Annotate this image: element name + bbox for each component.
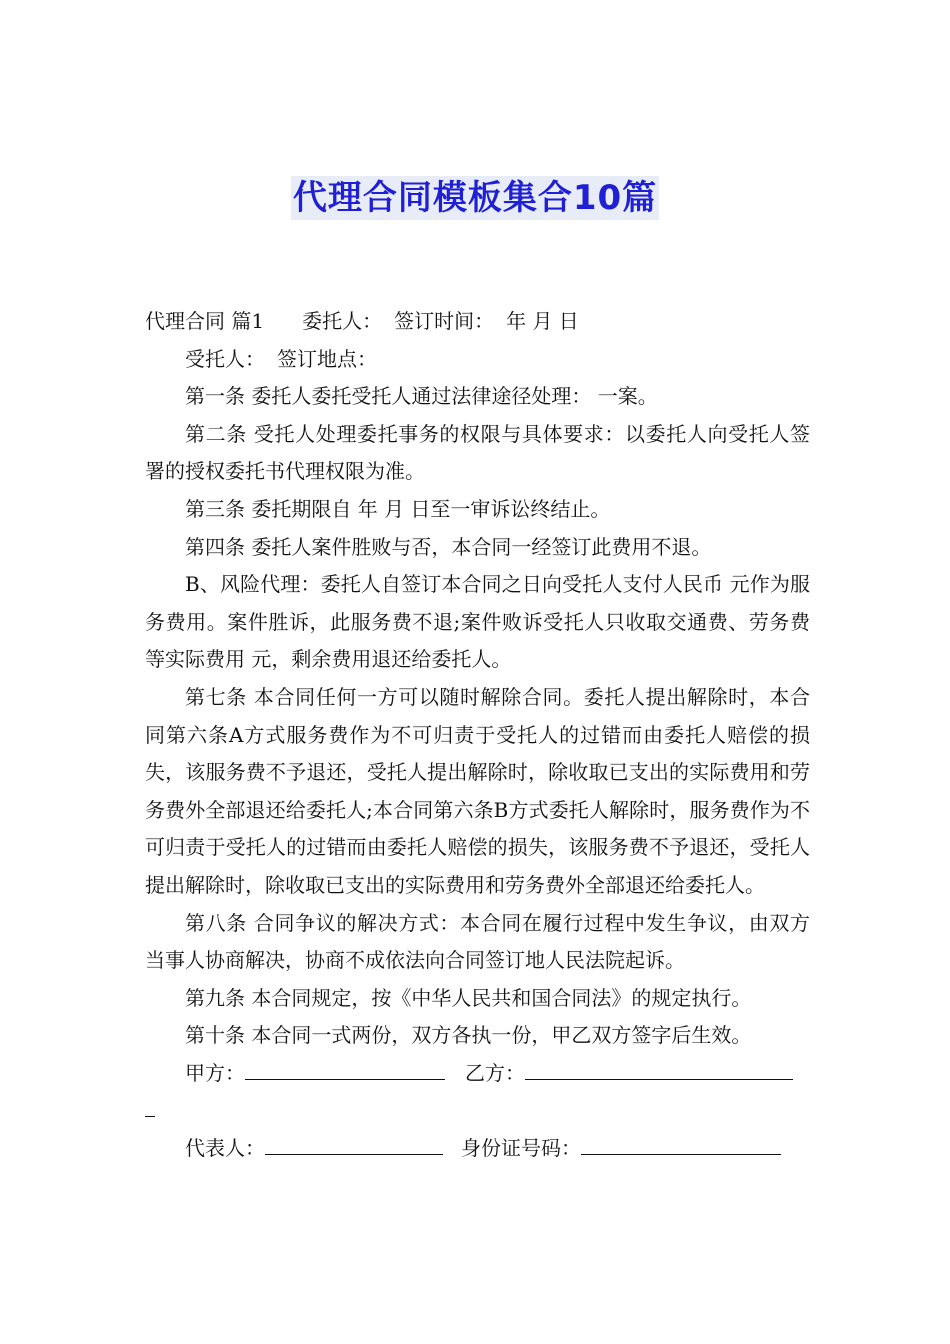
clause-paragraph: 第八条 合同争议的解决方式：本合同在履行过程中发生争议，由双方当事人协商解决，协商不成依法向合同签订地人民法院起诉。: [145, 910, 810, 973]
clause-paragraph: 第四条 委托人案件胜败与否，本合同一经签订此费用不退。: [185, 534, 712, 559]
date-value: 年 月 日: [506, 309, 579, 333]
date-label: 签订时间：: [394, 309, 495, 333]
agent-line: [145, 341, 810, 379]
party-b-blank: [525, 1057, 793, 1080]
agent-label: 受托人：: [185, 346, 265, 371]
id-number-blank: [581, 1132, 781, 1155]
signature-id-line: [145, 1130, 810, 1168]
clause-paragraph: 第七条 本合同任何一方可以随时解除合同。委托人提出解除时，本合同第六条A方式服务费作为不可归责于受托人的过错而由委托人赔偿的损失，该服务费不予退还，受托人提出解除时，除收取已支出的实际费用和劳务费外全部退还给委托人;本合同第六条B方式委托人解除时，服务费作为不可归责于受托人的过错而由委托人赔偿的损失，该服务费不予退还，受托人提出解除时，除收取已支出的实际费用和劳务费外全部退还给委托人。: [145, 684, 810, 897]
party-a-blank: [245, 1057, 445, 1080]
place-label: 签订地点：: [277, 346, 377, 371]
document-title: 代理合同模板集合10篇: [292, 178, 658, 218]
client-label: 委托人：: [302, 309, 383, 333]
party-a-label: 甲方：: [185, 1060, 245, 1085]
representative-blank: [265, 1132, 443, 1155]
wrapped-blank-line: [145, 1092, 810, 1130]
clause-paragraph: B、风险代理：委托人自签订本合同之日向受托人支付人民币 元作为服务费用。案件胜诉，此服务费不退;案件败诉受托人只收取交通费、劳务费等实际费用 元，剩余费用退还给委托人。: [145, 572, 810, 672]
signature-parties-line: [145, 1055, 810, 1093]
clause-paragraph: 第十条 本合同一式两份，双方各执一份，甲乙双方签字后生效。: [185, 1023, 752, 1048]
clause-paragraph: 第一条 委托人委托受托人通过法律途径处理： 一案。: [185, 384, 658, 409]
party-b-label: 乙方：: [465, 1060, 525, 1085]
document-body: [145, 303, 810, 1168]
representative-label: 代表人：: [185, 1136, 265, 1161]
id-number-label: 身份证号码：: [461, 1136, 581, 1161]
wrapped-blank: [145, 1094, 155, 1117]
title-container: [0, 176, 950, 220]
clause-paragraph: 第三条 委托期限自 年 月 日至一审诉讼终结止。: [185, 496, 611, 521]
section-heading: 代理合同 篇1: [145, 309, 265, 333]
clause-paragraph: 第九条 本合同规定，按《中华人民共和国合同法》的规定执行。: [185, 985, 752, 1010]
clause-paragraph: 第二条 受托人处理委托事务的权限与具体要求：以委托人向受托人签署的授权委托书代理权限为准。: [145, 421, 810, 484]
header-line: [145, 303, 810, 341]
